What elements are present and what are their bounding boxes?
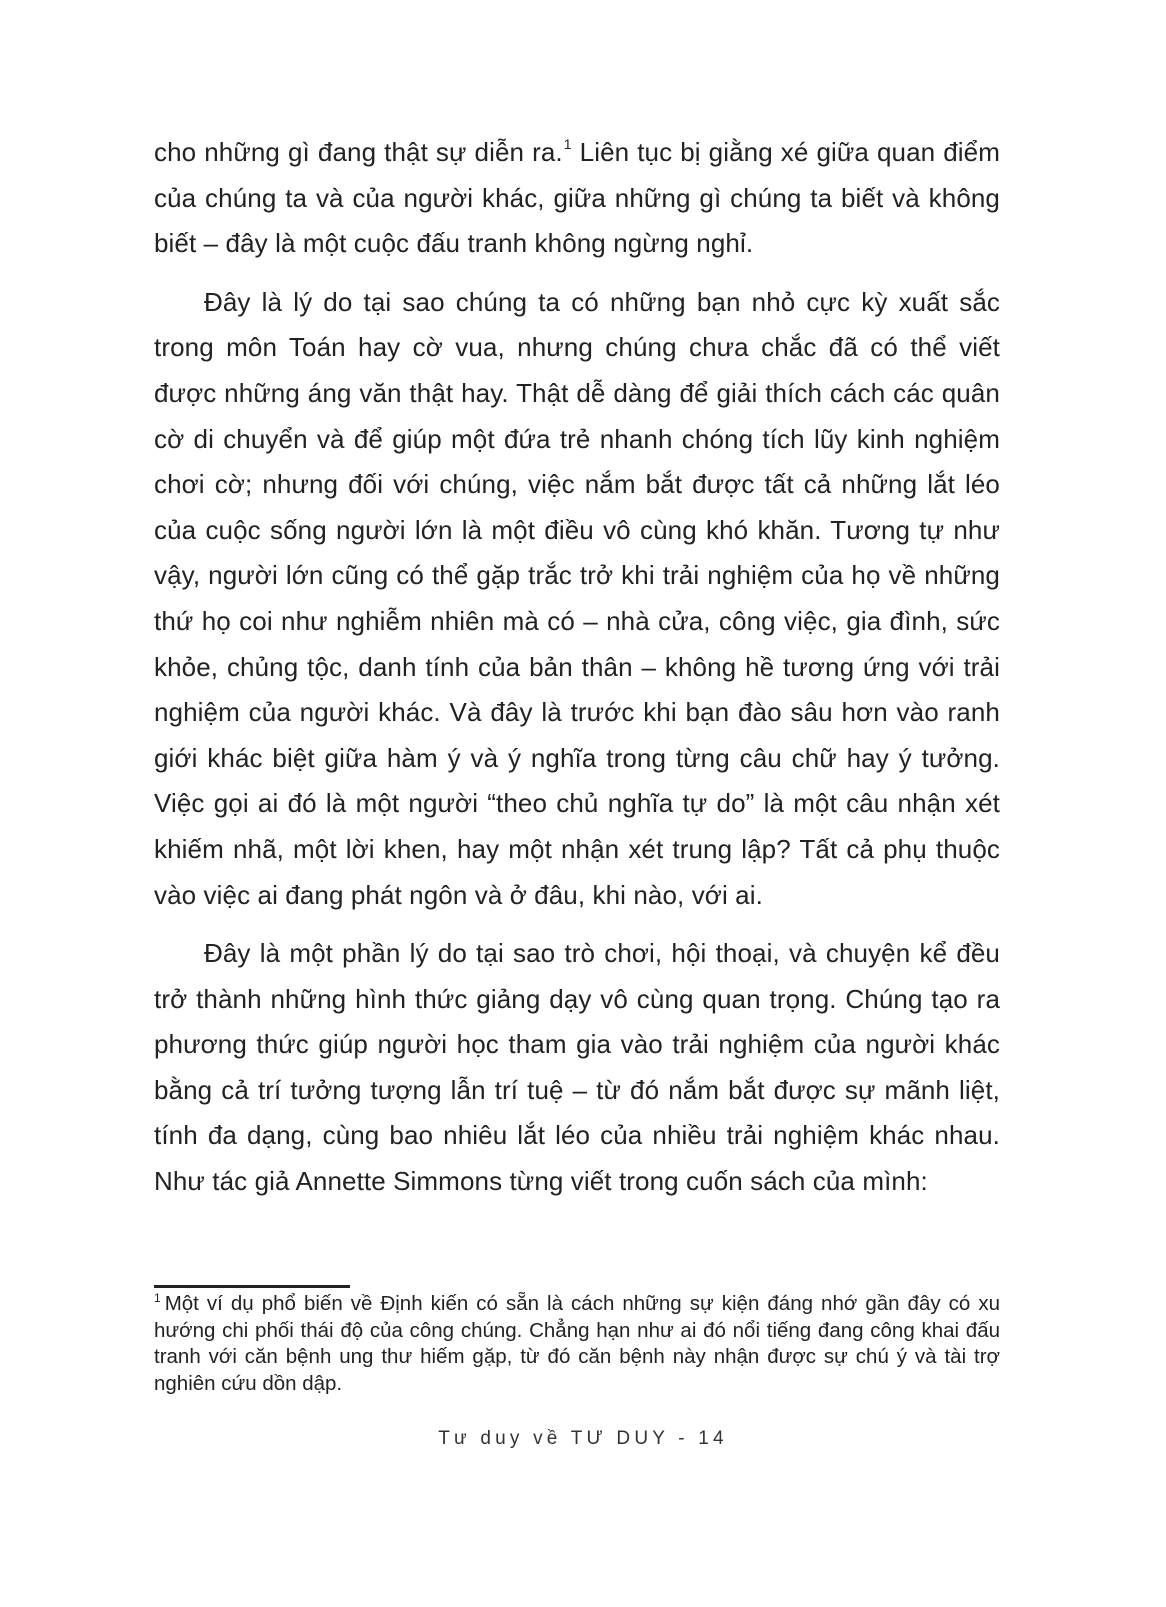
- paragraph-2: Đây là lý do tại sao chúng ta có những bạn nhỏ cực kỳ xuất sắc trong môn Toán hay cờ vua, nhưng chúng chưa chắc đã có thể viết được những áng văn thật hay. Thật dễ dàng để giải thích cách các quân cờ di chuyển và để giúp một đứa trẻ nhanh chóng tích lũy kinh nghiệm chơi cờ; nhưng đối với chúng, việc nắm bắt được tất cả những lắt léo của cuộc sống người lớn là một điều vô cùng khó khăn. Tương tự như vậy, người lớn cũng có thể gặp trắc trở khi trải nghiệm của họ về những thứ họ coi như nghiễm nhiên mà có – nhà cửa, công việc, gia đình, sức khỏe, chủng tộc, danh tính của bản thân – không hề tương ứng với trải nghiệm của người khác. Và đây là trước khi bạn đào sâu hơn vào ranh giới khác biệt giữa hàm ý và ý nghĩa trong từng câu chữ hay ý tưởng. Việc gọi ai đó là một người “theo chủ nghĩa tự do” là một câu nhận xét khiếm nhã, một lời khen, hay một nhận xét trung lập? Tất cả phụ thuộc vào việc ai đang phát ngôn và ở đâu, khi nào, với ai.: [154, 286, 1000, 910]
- paragraph-1: [154, 130, 1000, 267]
- page-body: [154, 130, 1000, 1218]
- paragraph-3: Đây là một phần lý do tại sao trò chơi, hội thoại, và chuyện kể đều trở thành những hình thức giảng dạy vô cùng quan trọng. Chúng tạo ra phương thức giúp người học tham gia vào trải nghiệm của người khác bằng cả trí tưởng tượng lẫn trí tuệ – từ đó nắm bắt được sự mãnh liệt, tính đa dạng, cùng bao nhiêu lắt léo của nhiều trải nghiệm khác nhau. Như tác giả Annette Simmons từng viết trong cuốn sách của mình:: [154, 938, 1000, 1197]
- paragraph-1-text-continued: Liên tục bị giằng xé giữa quan điểm của chúng ta và của người khác, giữa những gì chúng ta biết và không biết – đây là một cuộc đấu tranh không ngừng nghỉ.: [154, 137, 1000, 259]
- footnote-separator-rule: [154, 1285, 350, 1288]
- footnote-marker-1: 1: [154, 1291, 161, 1305]
- footnote-1-text: Một ví dụ phổ biến về Định kiến có sẵn là cách những sự kiện đáng nhớ gần đây có xu hướng chi phối thái độ của công chúng. Chẳng hạn như ai đó nổi tiếng đang công khai đấu tranh với căn bệnh ung thư hiếm gặp, từ đó căn bệnh này nhận được sự chú ý và tài trợ nghiên cứu dồn dập.: [154, 1292, 1000, 1395]
- paragraph-1-text: cho những gì đang thật sự diễn ra.: [154, 137, 563, 167]
- footnote-reference-1[interactable]: 1: [563, 136, 572, 152]
- page-footer-running-title: Tư duy về TƯ DUY - 14: [438, 1428, 728, 1449]
- footnotes-section: [154, 1291, 1000, 1397]
- footnote-1: [154, 1291, 1000, 1397]
